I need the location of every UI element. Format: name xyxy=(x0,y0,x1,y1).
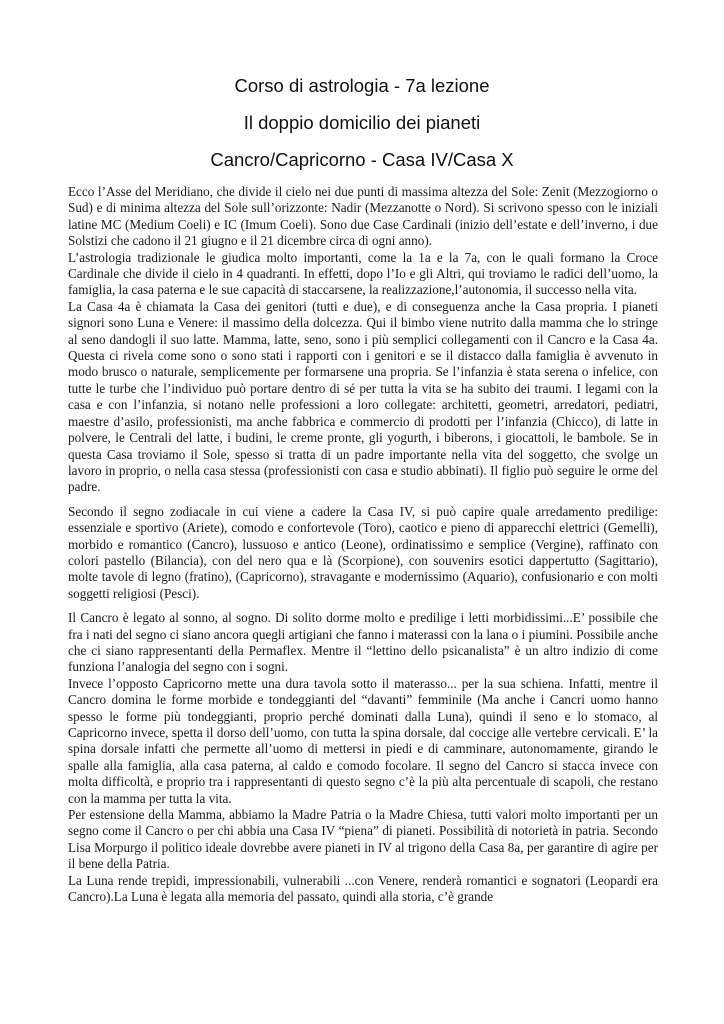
lesson-title: Il doppio domicilio dei pianeti xyxy=(243,112,481,133)
body-text xyxy=(68,184,658,905)
paragraph-meridian-axis: Ecco l’Asse del Meridiano, che divide il cielo nei due punti di massima altezza del Sole: Zenit (Mezzogiorno o Sud) e di minima altezza del Sole sull’orizzonte: Nadir (Mezzanotte o Nord). Si scrivono spesso con le iniziali latine MC (Medium Coeli) e IC (Imum Coeli). Sono due Case Cardinali (inizio dell’estate e dell’inverno, i due Solstizi che cadono il 21 giugno e il 21 dicembre circa di ogni anno). xyxy=(68,184,658,249)
paragraph-moon: La Luna rende trepidi, impressionabili, vulnerabili ...con Venere, renderà romantici e sognatori (Leopardi era Cancro).La Luna è legata alla memoria del passato, quindi alla storia, c’è grande xyxy=(68,872,658,905)
paragraph-motherland: Per estensione della Mamma, abbiamo la Madre Patria o la Madre Chiesa, tutti valori molto importanti per un segno come il Cancro o per chi abbia una Casa IV “piena” di pianeti. Possibilità di notorietà in patria. Secondo Lisa Morpurgo il politico ideale dovrebbe avere pianeti in IV al trigono della Casa 8a, per garantire di agire per il bene della Patria. xyxy=(68,807,658,872)
paragraph-cardinal-cross: L’astrologia tradizionale le giudica molto importanti, come la 1a e la 7a, con le quali formano la Croce Cardinale che divide il cielo in 4 quadranti. In effetti, dopo l’Io e gli Altri, qui troviamo le radici dell’uomo, la famiglia, la casa paterna e le sue capacità di staccarsene, la realizzazione,l’autonomia, il successo nella vita. xyxy=(68,249,658,298)
paragraph-capricorn-opposite: Invece l’opposto Capricorno mette una dura tavola sotto il materasso... per la sua schiena. Infatti, mentre il Cancro domina le forme morbide e tondeggianti del “davanti” femminile (Ma anche i Cancri uomo hanno spesso le forme più tondeggianti, proprio perché dominati dalla Luna), quindi il seno e lo stomaco, al Capricorno invece, spetta il dorso dell’uomo, con tutta la spina dorsale, dal coccige alle vertebre cervicali. E’ la spina dorsale infatti che permette all’uomo di mettersi in piedi e di camminare, autonomamente, girando le spalle alla famiglia, alla casa paterna, al caldo e comodo focolare. Il segno del Cancro si stacca invece con molta difficoltà, e proprio tra i rappresentanti di questo segno c’è la più alta percentuale di scapoli, che restano con la mamma per tutta la vita. xyxy=(68,675,658,806)
paragraph-fourth-house: La Casa 4a è chiamata la Casa dei genitori (tutti e due), e di conseguenza anche la Casa propria. I pianeti signori sono Luna e Venere: il massimo della dolcezza. Qui il bimbo viene nutrito dalla mamma che lo stringe al seno dandogli il suo latte. Mamma, latte, seno, sono i più semplici collegamenti con il Cancro e la Casa 4a. Questa ci rivela come sono o sono stati i rapporti con i genitori e se il distacco dalla famiglia è avvenuto in modo brusco o naturale, semplicemente per formarsene una propria. Se l’infanzia è stata serena o infelice, con tutte le turbe che l’individuo può portare dentro di sé per tutta la vita se ha subito dei traumi. I legami con la casa e con l’infanzia, si notano nelle professioni a loro collegate: architetti, geometri, arredatori, pediatri, maestre d’asilo, professionisti, ma anche fabbrica e commercio di prodotti per l’infanzia (Chicco), di latte in polvere, le Centrali del latte, i budini, le creme pronte, gli yogurth, i biberons, i giocattoli, le bambole. Se in questa Casa troviamo il Sole, spesso si tratta di un padre importante nella vita del soggetto, che svolge un lavoro in proprio, o nella casa stessa (professionisti con casa e studio abbinati). Il figlio può seguire le orme del padre. xyxy=(68,298,658,495)
title-block xyxy=(0,74,724,185)
lesson-subtitle: Cancro/Capricorno - Casa IV/Casa X xyxy=(210,149,514,170)
paragraph-furnishing-by-sign: Secondo il segno zodiacale in cui viene a cadere la Casa IV, si può capire quale arredamento predilige: essenziale e sportivo (Ariete), comodo e confortevole (Toro), caotico e pieno di apparecchi elettrici (Gemelli), morbido e romantico (Cancro), lussuoso e antico (Leone), ordinatissimo e semplice (Vergine), raffinato con colori pastello (Bilancia), con del nero qua e là (Scorpione), con souvenirs esotici dappertutto (Sagittario), molte tavole di legno (fratino), (Capricorno), stravagante e modernissimo (Aquario), confusionario e con molti soggetti religiosi (Pesci). xyxy=(68,503,658,601)
paragraph-cancer-sleep: Il Cancro è legato al sonno, al sogno. Di solito dorme molto e predilige i letti morbidissimi...E’ possibile che fra i nati del segno ci siano ancora quegli artigiani che fanno i materassi con la lana o i piumini. Possibile anche che ci siano rappresentanti della Permaflex. Mentre il “lettino dello psicanalista” è un altro indizio di come funziona l’analogia del segno con i sogni. xyxy=(68,610,658,675)
course-title: Corso di astrologia - 7a lezione xyxy=(234,75,490,96)
